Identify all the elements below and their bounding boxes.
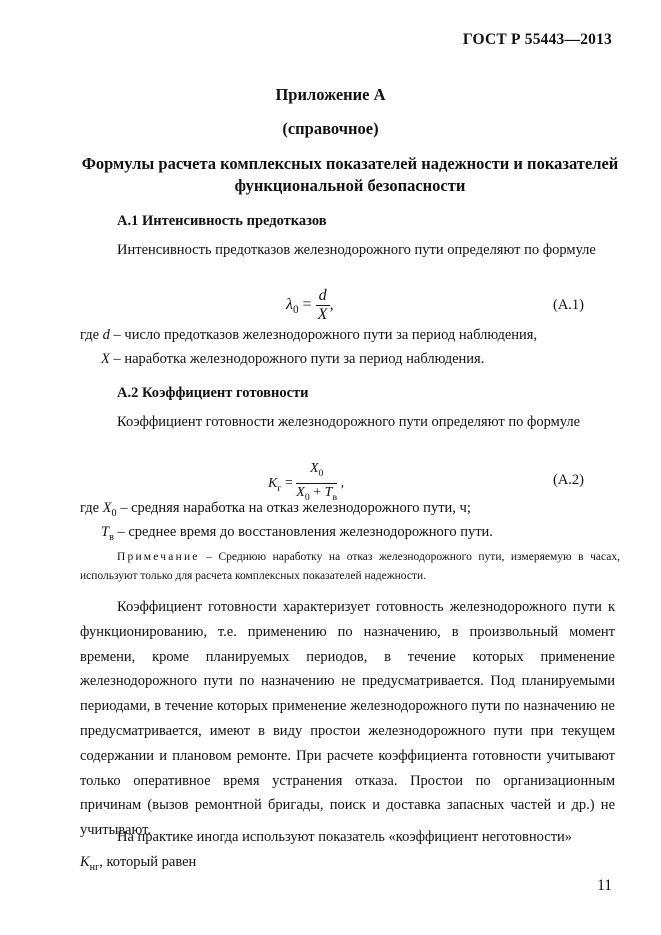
formula-a1: $\lambda_0$ = $\frac{d}{X}$ , — [286, 287, 334, 323]
page-number: 11 — [597, 877, 612, 894]
section-a2-heading: А.2 Коэффициент готовности — [117, 385, 309, 401]
equation-number-a2: (А.2) — [553, 472, 585, 488]
definition-d: где d – число предотказов железнодорожного пути за период наблюдения, — [80, 327, 538, 343]
section-a1-intro: Интенсивность предотказов железнодорожного пути определяют по формуле — [117, 242, 596, 258]
note-lead: Примечание — [117, 551, 200, 563]
note-text: – Среднюю наработку на отказ железнодорожного пути, измеряемую в часах, используют только для расчета комплексных показателей надежности. — [80, 551, 620, 582]
definition-tv: $T_в$ – среднее время до восстановления железнодорожного пути. — [101, 524, 493, 543]
annex-type: (справочное) — [282, 119, 379, 138]
availability-paragraph: Коэффициент готовности характеризует готовность железнодорожного пути к функционированию, т.е. применению по назначению, в произвольный момент времени, кроме планируемых периодов, в течение которых применение железнодорожного пути по назначению не предусматривается. Под планируемыми периодами, в течение которых применение железнодорожного пути по назначению не предусматривается, имеют в виду простои железнодорожного пути при текущем содержании и плановом ремонте. При расчете коэффициента готовности учитывают только оперативное время устранения отказа. Простои по организационным причинам (вызов ремонтной бригады, поиск и доставка запасных частей и др.) не учитывают. — [80, 599, 615, 839]
formula-a2-lhs: $K_г$ — [268, 475, 282, 494]
note — [80, 548, 620, 586]
annex-title: Приложение А — [275, 85, 386, 104]
unavailability-paragraph: На практике иногда используют показатель «коэффициент неготовности» $K_{нг}$, который равен — [80, 829, 573, 873]
definition-x0: где $X_0$ – средняя наработка на отказ железнодорожного пути, ч; — [80, 500, 471, 519]
section-a1-heading: А.1 Интенсивность предотказов — [117, 213, 327, 229]
definition-x: X – наработка железнодорожного пути за период наблюдения. — [101, 351, 485, 367]
formula-a2-fraction: $\frac{X_0}{X_0 + T_в}$ — [296, 461, 338, 503]
formula-a2: $K_г$ = $\frac{X_0}{X_0 + T_в}$ , — [268, 460, 344, 507]
document-code: ГОСТ Р 55443—2013 — [462, 31, 612, 48]
section-a2-intro: Коэффициент готовности железнодорожного пути определяют по формуле — [117, 414, 581, 430]
equation-number-a1: (А.1) — [553, 297, 585, 313]
formula-a1-fraction: $\frac{d}{X}$ — [316, 287, 330, 324]
annex-heading: Формулы расчета комплексных показателей надежности и показателей функциональной безопасности — [81, 154, 619, 195]
formula-a1-lhs: $\lambda_0$ — [286, 296, 299, 317]
